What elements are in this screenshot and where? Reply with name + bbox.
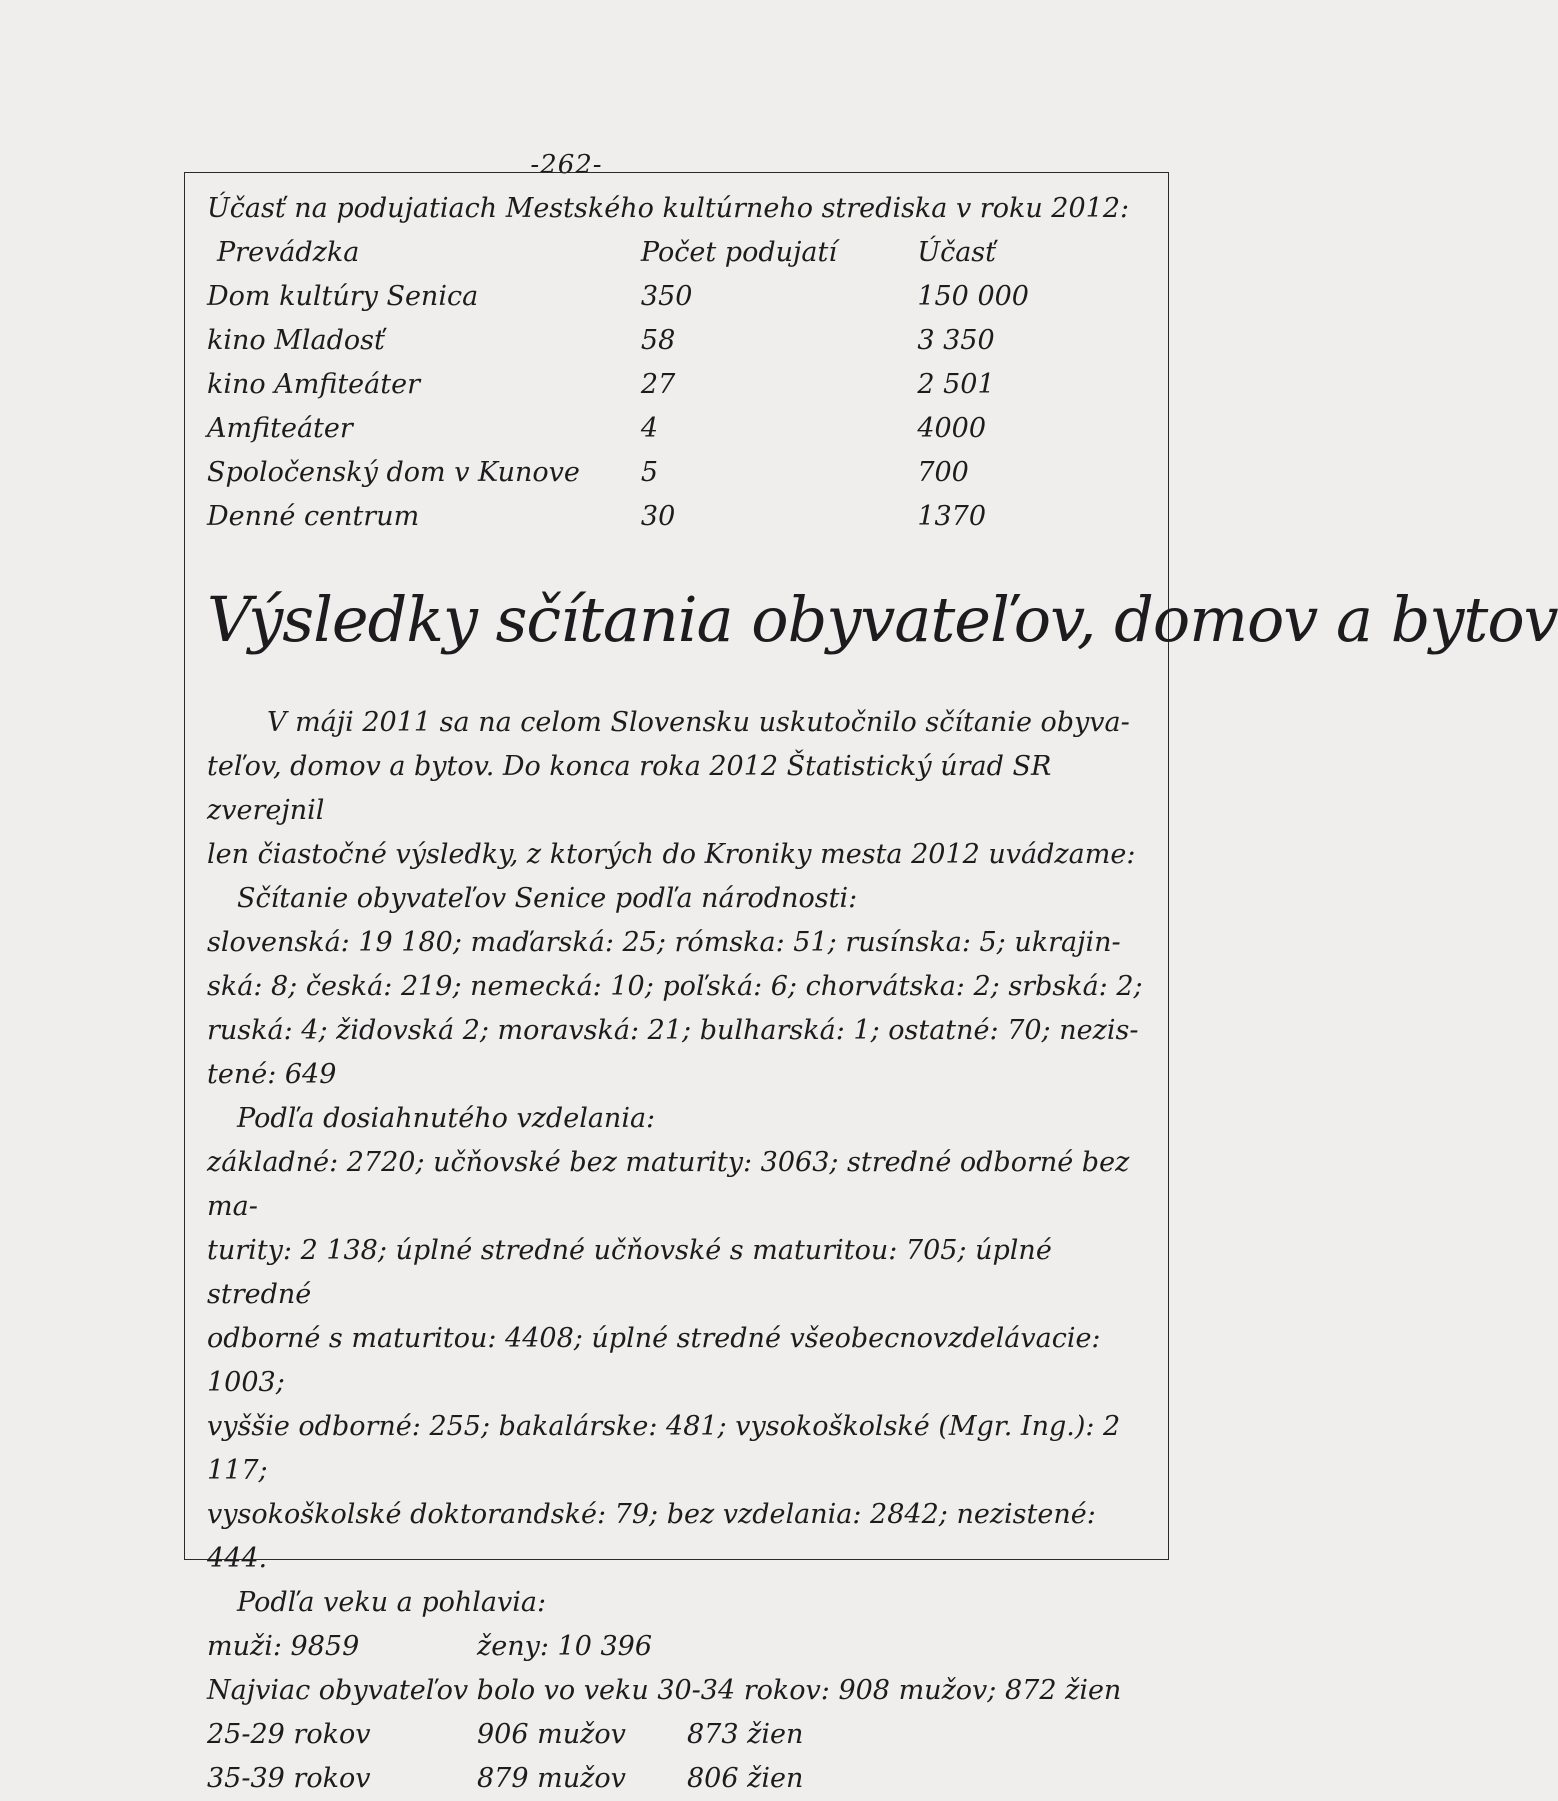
attendance: 1370 [917,501,987,532]
table-row [207,319,1154,363]
men-total: muži: 9859 [207,1631,360,1662]
education-line: turity: 2 138; úplné stredné učňovské s maturitou: 705; úplné stredné [207,1235,1052,1310]
age-row [207,1713,1154,1757]
age-heading: Podľa veku a pohlavia: [237,1587,547,1618]
nationality-section [207,877,1154,1097]
venue-name: Denné centrum [207,501,420,532]
education-line: základné: 2720; učňovské bez maturity: 3063; stredné odborné bez ma- [207,1147,1130,1222]
women-count: 806 žien [687,1763,804,1794]
education-line: odborné s maturitou: 4408; úplné stredné všeobecnovzdelávacie: 1003; [207,1323,1101,1398]
education-line: vyššie odborné: 255; bakalárske: 481; vysokoškolské (Mgr. Ing.): 2 117; [207,1411,1121,1486]
age-row [207,1757,1154,1801]
age-range: 25-29 rokov [207,1719,371,1750]
table-row [207,275,1154,319]
nationality-heading: Sčítanie obyvateľov Senice podľa národnosti: [237,883,858,914]
most-populous-age-line: Najviac obyvateľov bolo vo veku 30-34 rokov: 908 mužov; 872 žien [207,1675,1122,1706]
venue-name: kino Mladosť [207,325,385,356]
table-row [207,495,1154,539]
page-frame [184,172,1558,1794]
header-venue: Prevádzka [217,237,360,268]
women-count: 873 žien [687,1719,804,1750]
attendance: 2 501 [917,369,995,400]
header-attendance: Účasť [917,237,997,268]
education-section [207,1097,1154,1581]
handwritten-content [207,187,1558,1801]
venue-name: Amfiteáter [207,413,353,444]
table-row [207,407,1154,451]
nationality-line: ruská: 4; židovská 2; moravská: 21; bulharská: 1; ostatné: 70; nezis- [207,1015,1139,1046]
events-title: Účasť na podujatiach Mestského kultúrneho strediska v roku 2012: [207,193,1130,224]
event-count: 58 [640,325,676,356]
event-count: 5 [640,457,659,488]
venue-name: kino Amfiteáter [207,369,420,400]
census-title: Výsledky sčítania obyvateľov, domov a bytov [207,583,1558,656]
event-count: 30 [640,501,676,532]
venue-name: Dom kultúry Senica [207,281,479,312]
education-line: vysokoškolské doktorandské: 79; bez vzdelania: 2842; nezistené: 444. [207,1499,1096,1574]
census-intro [207,701,1154,877]
attendance: 700 [917,457,969,488]
age-section [207,1581,1154,1801]
events-table [207,231,1154,539]
nationality-line: slovenská: 19 180; maďarská: 25; rómska: 51; rusínska: 5; ukrajin- [207,927,1121,958]
attendance: 150 000 [917,281,1029,312]
table-row [207,363,1154,407]
men-count: 879 mužov [477,1763,626,1794]
women-total: ženy: 10 396 [477,1631,652,1662]
intro-line: len čiastočné výsledky, z ktorých do Kroniky mesta 2012 uvádzame: [207,839,1136,870]
event-count: 27 [640,369,676,400]
nationality-line: ská: 8; česká: 219; nemecká: 10; poľská: 6; chorvátska: 2; srbská: 2; [207,971,1143,1002]
intro-line: teľov, domov a bytov. Do konca roka 2012 Štatistický úrad SR zverejnil [207,751,1052,826]
nationality-line: tené: 649 [207,1059,337,1090]
event-count: 350 [640,281,693,312]
men-count: 906 mužov [477,1719,626,1750]
gender-totals [207,1625,1154,1669]
attendance: 3 350 [917,325,995,356]
table-header [207,231,1154,275]
age-range: 35-39 rokov [207,1763,371,1794]
education-heading: Podľa dosiahnutého vzdelania: [237,1103,656,1134]
venue-name: Spoločenský dom v Kunove [207,457,580,488]
attendance: 4000 [917,413,987,444]
event-count: 4 [640,413,659,444]
intro-line: V máji 2011 sa na celom Slovensku uskutočnilo sčítanie obyva- [267,707,1130,738]
header-count: Počet podujatí [640,237,837,268]
page-number: -262- [530,150,603,180]
table-row [207,451,1154,495]
